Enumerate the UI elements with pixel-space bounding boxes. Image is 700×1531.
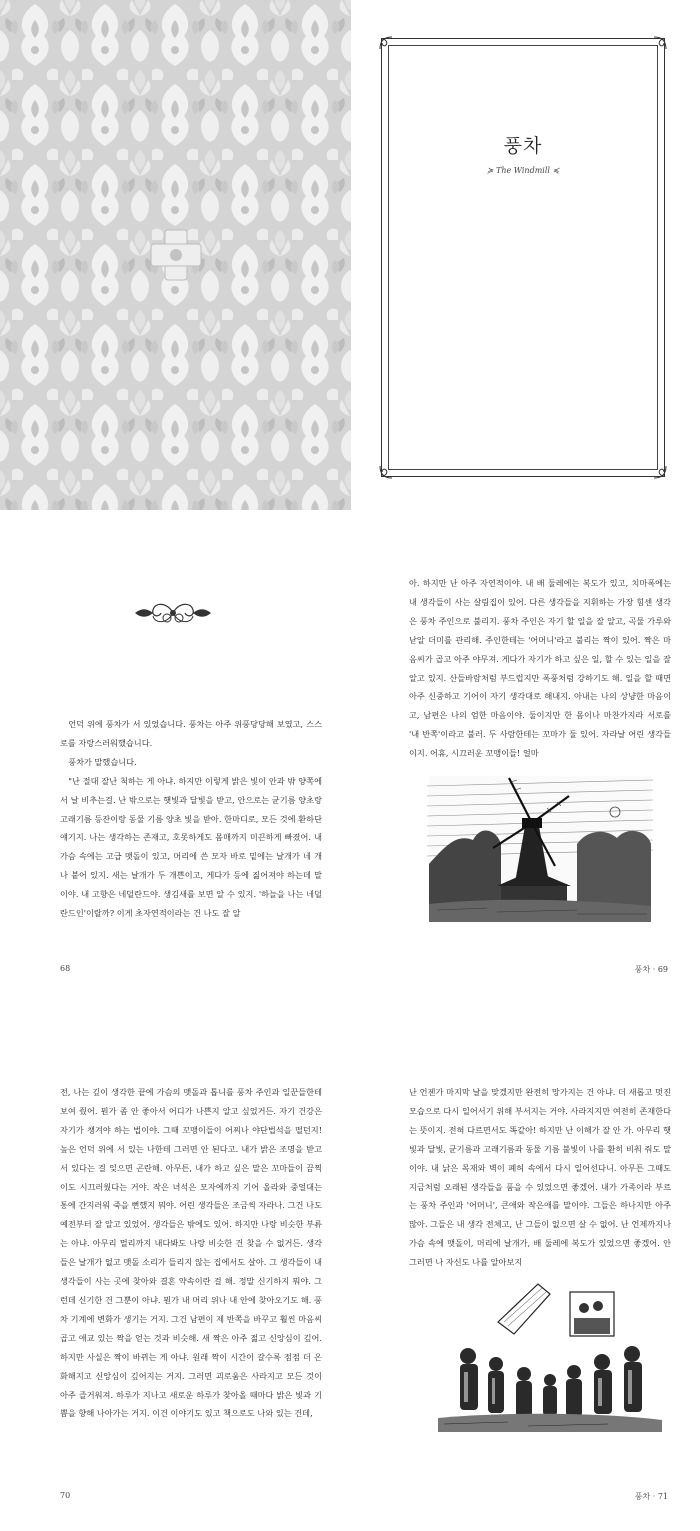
- chapter-title: 풍차: [503, 135, 543, 157]
- chapter-subtitle: [382, 166, 664, 175]
- page-number: 풍차 · 69: [634, 965, 668, 974]
- corner-flourish-icon: [652, 35, 668, 51]
- flourish-right-icon: ≼: [549, 166, 560, 175]
- ornament-flourish-icon: [133, 598, 213, 628]
- page-71-text: [409, 1083, 671, 1272]
- decorative-pattern-page: [0, 0, 351, 510]
- paragraph: 난 언젠가 마지막 날을 맞겠지만 완전히 망가지는 건 아냐. 더 새롭고 멋진 모습으로 다시 일어서기 위해 부서지는 거야. 사라지지만 여전히 존재한다는 뜻이지. 전혀 다르면서도 똑같아! 하지만 난 이해가 잘 안 가. 아무리 햇빛과 달빛, 균기름과 고래기름과 동물 기름 불빛이 나를 환히 비춰 줘도 말이야. 내 낡은 목재와 벽이 폐허 속에서 다시 일어선다니. 아무튼 그때도 지금처럼 오래된 생각들을 품을 수 있었으면 좋겠어. 내가 가족이라 부르는 풍차 주인과 '어머니', 큰애와 작은애를 말이야. 그들은 하나지만 아주 많아. 그들은 내 생각 전체고, 난 그들이 없으면 살 수 없어. 난 언제까지나 가슴 속에 맷돌이, 머리에 날개가, 배 둘레에 복도가 있었으면 좋겠어. 안 그러면 나 자신도 나를 알아보지: [409, 1087, 671, 1268]
- page-number: 68: [60, 964, 71, 973]
- windmill-engraving-image: [427, 774, 653, 924]
- page-number: 풍차 · 71: [634, 1492, 668, 1501]
- title-frame: [381, 38, 665, 477]
- page-70-text: [60, 1083, 322, 1423]
- title-frame-inner: [388, 45, 658, 470]
- spread-title: [0, 0, 700, 512]
- windmill-illustration: [427, 774, 653, 924]
- page-68-text: [60, 715, 322, 923]
- chapter-subtitle-text: The Windmill: [496, 166, 550, 175]
- paragraph: 언덕 위에 풍차가 서 있었습니다. 풍차는 아주 위풍당당해 보였고, 스스로를 자랑스러워했습니다.: [60, 719, 322, 748]
- page-69-text: [409, 574, 671, 763]
- paragraph: 전, 나는 깊이 생각한 끝에 가슴의 맷돌과 톱니를 풍차 주인과 일꾼들한테 보여 줬어. 뭔가 좀 안 좋아서 어디가 나쁜지 알고 싶었거든. 자기 건강은 자기가 챙겨야 하는 법이야. 그때 꼬맹이들이 어찌나 야단법석을 떨던지! 높은 언덕 위에 서 있는 나한테 그러면 안 된다고. 내가 밝은 조명을 받고 서 있다는 걸 잊으면 곤란해. 아무튼, 내가 하고 싶은 말은 꼬마들이 끔찍이도 시끄러웠다는 거야. 작은 녀석은 모자에까지 기어 올라와 중얼대는 통에 간지러워 죽을 뻔했지 뭐야. 어린 생각들은 조금씩 자라나. 그건 나도 예전부터 잘 알고 있었어. 생각들은 밖에도 있어. 하지만 나랑 비슷한 부류는 아냐. 아무리 멀리까지 내다봐도 나랑 비슷한 건 찾을 수 없거든. 생각들은 날개가 없고 맷돌 소리가 들리지 않는 집에서도 살아. 그 생각들이 내 생각들이 사는 곳에 찾아와 결혼 약속이란 걸 해. 정말 신기하지 뭐야. 그런데 신기한 건 그뿐이 아냐. 뭔가 내 머리 위나 내 안에 찾아오기도 해. 풍차 기계에 변화가 생기는 거지. 그건 남편이 제 반쪽을 바꾸고 훨씬 마음씨 곱고 애교 있는 짝을 얻는 것과 비슷해. 새 짝은 아주 젊고 신앙심이 깊어. 하지만 사실은 짝이 바뀌는 게 아냐. 원래 짝이 시간이 갈수록 점점 더 온화해지고 신앙심이 깊어지는 거지. 그러면 괴로움은 사라지고 모든 것이 아주 즐거워져. 하루가 지나고 새로운 하루가 찾아올 때마다 밝은 빛과 기쁨을 향해 나아가는 거지. 이건 이야기도 있고 책으로도 나와 있는 건데,: [60, 1087, 322, 1419]
- crowd-illustration: [438, 1282, 662, 1432]
- corner-flourish-icon: [378, 464, 394, 480]
- corner-flourish-icon: [378, 35, 394, 51]
- spread-68-69: [0, 512, 700, 1017]
- crowd-engraving-image: [438, 1282, 662, 1432]
- page-number: 70: [60, 1491, 71, 1500]
- paragraph: 풍차가 말했습니다.: [68, 756, 137, 767]
- paragraph: 아. 하지만 난 아주 자연적이야. 내 배 둘레에는 복도가 있고, 치마폭에는 내 생각들이 사는 살림집이 있어. 다른 생각들을 지휘하는 가장 힘센 생각은 풍차 주인으로 불리지. 풍차 주인은 자기 할 일을 잘 알고, 곡물 가루와 낟알 더미를 관리해. 주인한테는 '어머니'라고 불리는 짝이 있어. 짝은 마음씨가 곱고 아주 야무져. 게다가 자기가 하고 싶은 일, 할 수 있는 일을 잘 알고 있지. 산들바람처럼 부드럽지만 폭풍처럼 강하기도 해. 일을 할 때면 아주 신중하고 기어이 자기 생각대로 해내지. 아내는 나의 상냥한 마음이고, 남편은 나의 엄한 마음이야. 둘이지만 한 몸이나 마찬가지라 서로를 '내 반쪽'이라고 불러. 두 사람한테는 꼬마가 둘 있어. 자라날 어린 생각들이지. 어휴, 시끄러운 꼬맹이들! 얼마: [409, 578, 671, 759]
- flourish-left-icon: ≽: [486, 166, 497, 175]
- paragraph: "난 절대 잘난 척하는 게 아냐. 하지만 이렇게 밝은 빛이 안과 밖 양쪽에서 날 비추는걸. 난 밖으로는 햇빛과 달빛을 받고, 안으로는 균기름 양초랑 고래기름 등잔이랑 동물 기름 양초 빛을 받아. 한마디로, 모든 것에 환하단 얘기지. 나는 생각하는 존재고, 호못하게도 몸매까지 미끈하게 빠졌어. 내 가슴 속에는 고급 맷돌이 있고, 머리에 쓴 모자 바로 밑에는 날개가 네 개나 붙어 있지. 새는 날개가 두 개쁜이고, 게다가 등에 짊어져야 하는데 말이야. 내 고향은 네덜란드야. 생김새를 보면 알 수 있지. '하늘을 나는 네덜란드인'이랄까? 이게 초자연적이라는 건 나도 잘 알: [60, 775, 322, 919]
- papercut-pattern-image: [0, 0, 351, 510]
- spread-70-71: [0, 1017, 700, 1531]
- corner-flourish-icon: [652, 464, 668, 480]
